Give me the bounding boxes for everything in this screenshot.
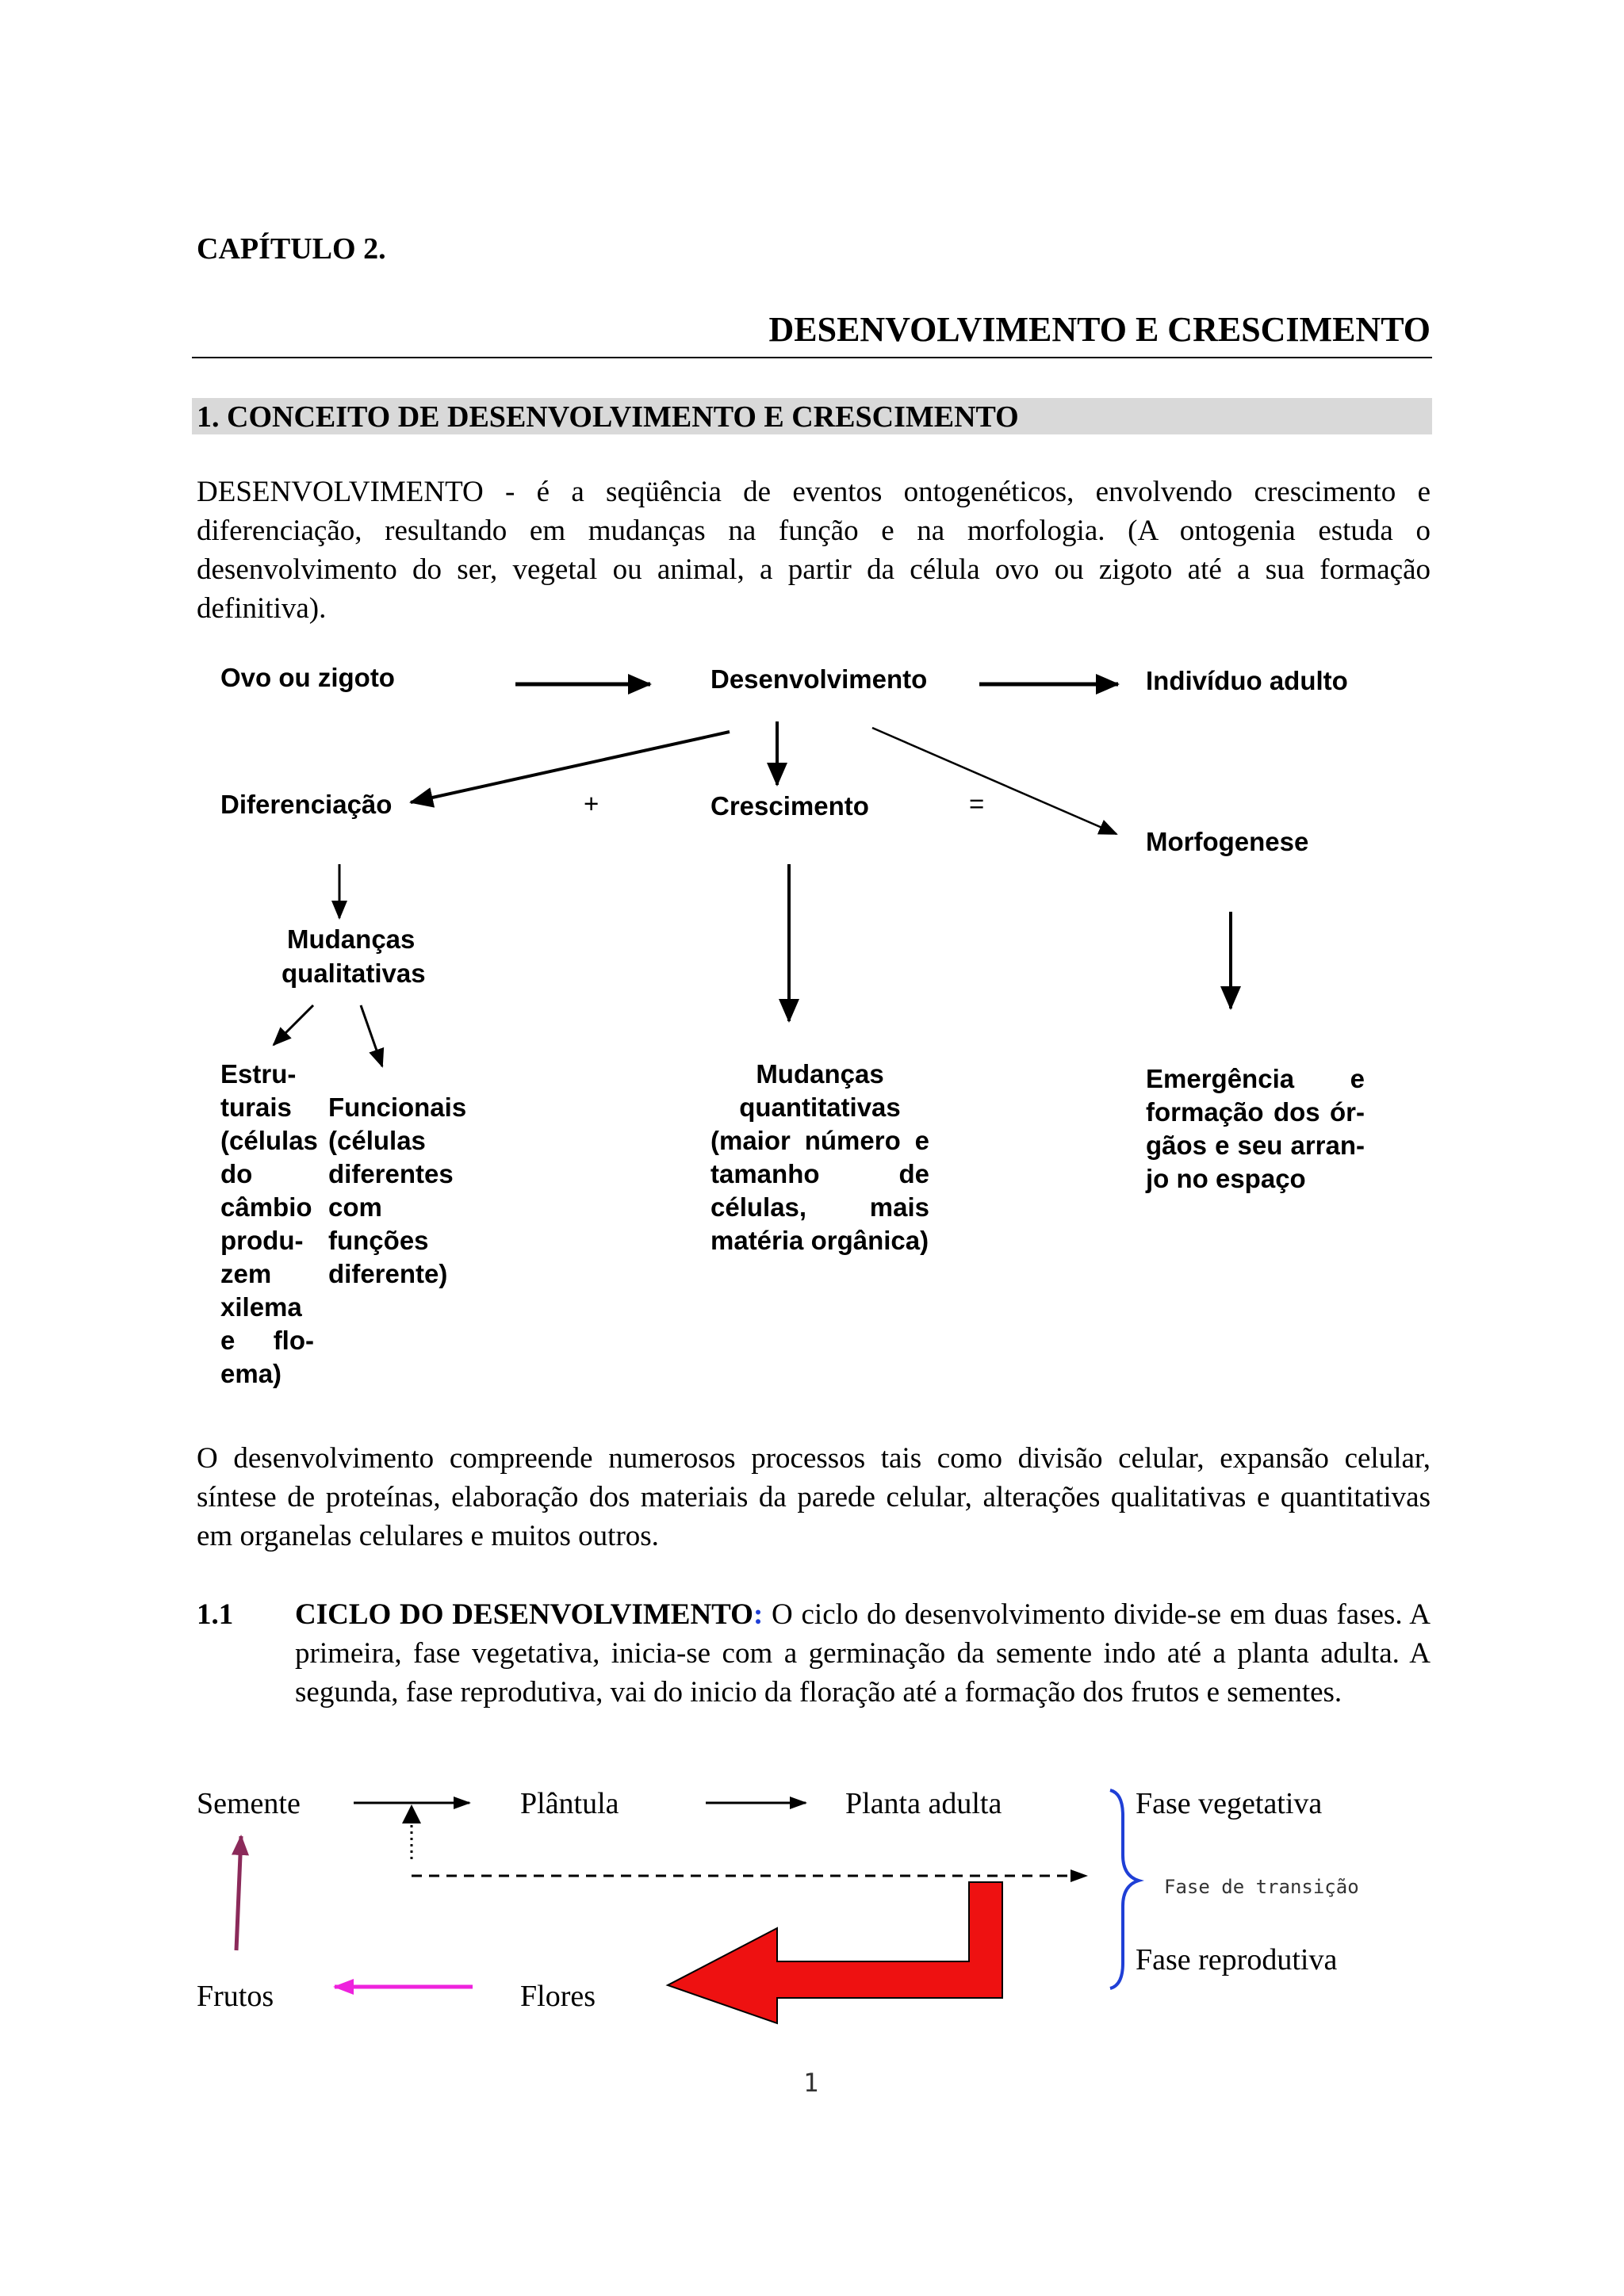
mudancas-quant-line: tamanho de	[710, 1159, 929, 1188]
estruturais-block	[220, 1058, 318, 1391]
funcionais-line: com	[328, 1192, 382, 1222]
node-ovo-zigoto: Ovo ou zigoto	[220, 663, 395, 692]
plus-sign: +	[584, 789, 599, 818]
cycle-fase-transicao: Fase de transição	[1164, 1876, 1359, 1898]
section-heading: 1. CONCEITO DE DESENVOLVIMENTO E CRESCIMENTO	[197, 400, 1019, 434]
funcionais-block	[328, 1091, 471, 1291]
arrow-to-estruturais	[274, 1005, 313, 1045]
mudancas-quant-line: matéria orgânica)	[710, 1226, 929, 1255]
subsection-number: 1.1	[197, 1598, 234, 1631]
estruturais-line: Estru-	[220, 1059, 297, 1089]
processes-paragraph: O desenvolvimento compreende numerosos processos tais como divisão celular, expansão celular, síntese de proteínas, elaboração dos materiais da parede celular, alterações qualitativas e quantitativas em organelas celulares e muitos outros.	[197, 1442, 1431, 1552]
cycle-semente: Semente	[197, 1787, 301, 1820]
estruturais-line: e flo-	[220, 1326, 314, 1355]
estruturais-line: zem	[220, 1259, 272, 1288]
funcionais-line: funções	[328, 1226, 429, 1255]
mudancas-quant-line: Mudanças	[756, 1059, 884, 1089]
estruturais-line: turais	[220, 1093, 292, 1122]
estruturais-line: ema)	[220, 1359, 282, 1388]
emergencia-line: gãos e seu arran-	[1146, 1131, 1365, 1160]
estruturais-line: (células	[220, 1126, 318, 1155]
funcionais-line: Funcionais	[328, 1093, 467, 1122]
subsection-text: O ciclo do desenvolvimento divide-se em duas fases. A primeira, fase vegetativa, inicia-se com a germinação da semente indo até a planta adulta. A segunda, fase reprodutiva, vai do inicio da floração até a formação dos frutos e sementes.	[295, 1598, 1431, 1709]
node-morfogenese: Morfogenese	[1146, 827, 1309, 856]
cycle-flores: Flores	[520, 1980, 596, 2013]
node-diferenciacao: Diferenciação	[220, 790, 393, 819]
mudancas-quant-line: quantitativas	[739, 1093, 901, 1122]
funcionais-line: diferentes	[328, 1159, 454, 1188]
emergencia-line: Emergência e	[1146, 1064, 1365, 1093]
chapter-label: CAPÍTULO 2.	[197, 232, 386, 266]
subsection-colon: :	[753, 1598, 764, 1631]
equals-sign: =	[969, 789, 985, 818]
subsection-heading: CICLO DO DESENVOLVIMENTO	[295, 1598, 753, 1631]
node-mudancas-line1: Mudanças	[287, 924, 416, 954]
red-reproductive-arrow	[668, 1882, 1002, 2023]
estruturais-line: produ-	[220, 1226, 304, 1255]
arrow-to-morfogenese	[872, 728, 1116, 834]
node-desenvolvimento: Desenvolvimento	[710, 664, 928, 694]
estruturais-line: câmbio	[220, 1192, 312, 1222]
node-crescimento: Crescimento	[710, 791, 869, 821]
definition-paragraph: DESENVOLVIMENTO - é a seqüência de eventos ontogenéticos, envolvendo crescimento e diferenciação, resultando em mudanças na função e na morfologia. (A ontogenia estuda o desenvolvimento do ser, vegetal ou animal, a partir da célula ovo ou zigoto até a sua formação definitiva).	[197, 476, 1431, 625]
node-mudancas-line2: qualitativas	[282, 959, 426, 988]
mudancas-quant-line: células, mais	[710, 1192, 929, 1222]
phase-brace	[1110, 1790, 1139, 1988]
node-individuo-adulto: Indivíduo adulto	[1146, 666, 1348, 695]
arrow-to-diferenciacao	[411, 732, 730, 802]
emergencia-block	[1146, 1062, 1365, 1196]
estruturais-line: do	[220, 1159, 253, 1188]
cycle-frutos: Frutos	[197, 1980, 274, 2013]
subsection-paragraph	[295, 1595, 1431, 1712]
mudancas-quantitativas-block	[710, 1058, 929, 1257]
page-number: 1	[803, 2068, 819, 2098]
emergencia-line: formação dos ór-	[1146, 1097, 1365, 1127]
funcionais-line: (células	[328, 1126, 426, 1155]
page-title: DESENVOLVIMENTO E CRESCIMENTO	[768, 310, 1431, 349]
cycle-fase-reprodutiva: Fase reprodutiva	[1136, 1943, 1338, 1976]
arrow-to-funcionais	[361, 1005, 382, 1066]
cycle-planta-adulta: Planta adulta	[845, 1787, 1002, 1820]
cycle-fase-vegetativa: Fase vegetativa	[1136, 1787, 1323, 1820]
mudancas-quant-line: (maior número e	[710, 1126, 929, 1155]
dotted-arrow-head	[402, 1804, 421, 1823]
estruturais-line: xilema	[220, 1292, 302, 1322]
funcionais-line: diferente)	[328, 1259, 448, 1288]
emergencia-line: jo no espaço	[1146, 1164, 1306, 1193]
arrow-frutos-to-semente	[236, 1836, 241, 1950]
cycle-plantula: Plântula	[520, 1787, 619, 1820]
